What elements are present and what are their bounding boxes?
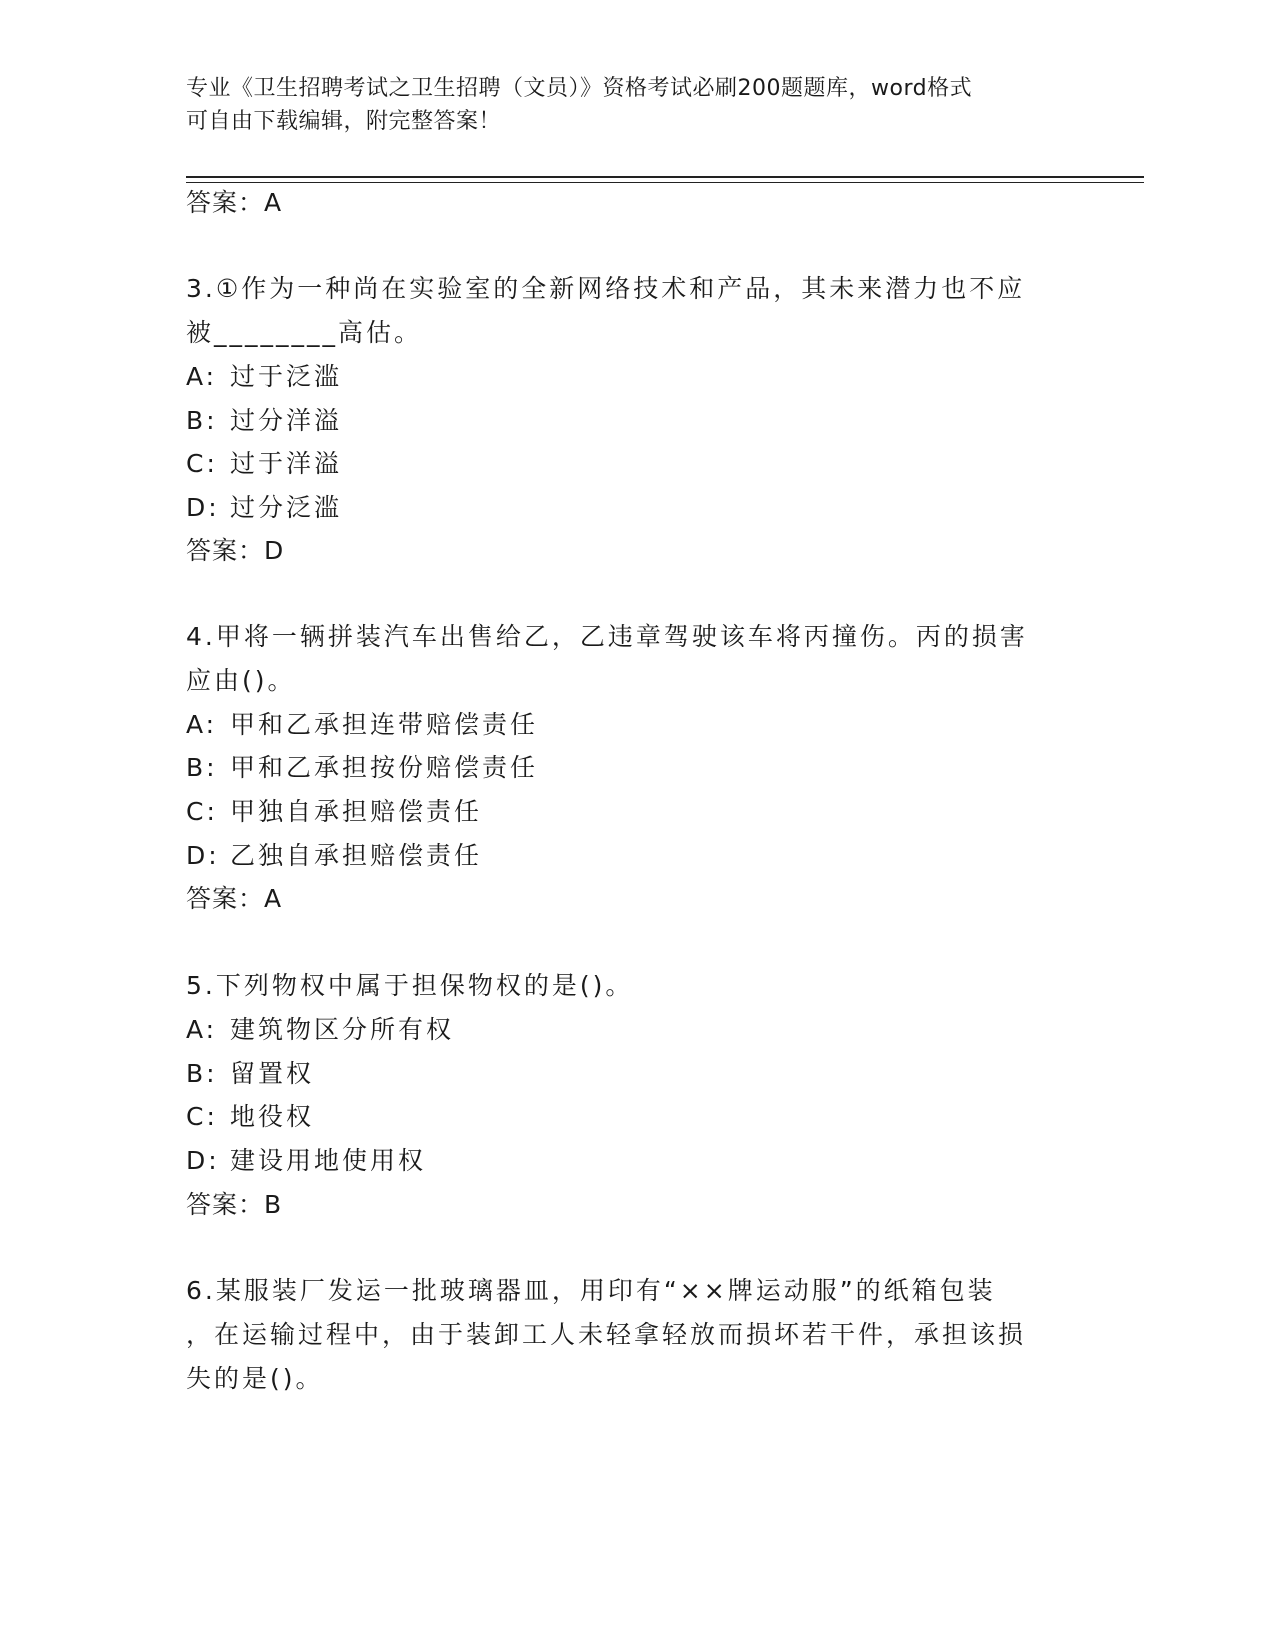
question-3-option-b	[186, 404, 342, 438]
question-3-option-d	[186, 491, 342, 525]
question-4-stem-line-1: 4.甲将一辆拼装汽车出售给乙，乙违章驾驶该车将丙撞伤。丙的损害	[186, 622, 1028, 651]
question-4-option-b	[186, 751, 538, 785]
option-key: A:	[186, 710, 218, 739]
question-4-answer: 答案：A	[186, 884, 283, 913]
question-5-option-d	[186, 1144, 426, 1178]
header-rule-thick	[186, 176, 1144, 178]
question-3-answer: 答案：D	[186, 536, 285, 565]
option-key: D:	[186, 841, 220, 870]
option-text: 甲和乙承担按份赔偿责任	[230, 753, 539, 782]
option-key: B:	[186, 406, 218, 435]
question-3-option-a	[186, 360, 342, 394]
option-text: 乙独自承担赔偿责任	[230, 841, 483, 870]
option-key: C:	[186, 449, 218, 478]
question-5-answer: 答案：B	[186, 1190, 283, 1219]
question-6-stem-line-1: 6.某服装厂发运一批玻璃器皿，用印有“××牌运动服”的纸箱包装	[186, 1276, 996, 1305]
question-3-option-c	[186, 447, 342, 481]
option-key: C:	[186, 797, 218, 826]
question-6-stem-line-3: 失的是()。	[186, 1364, 324, 1393]
question-4-stem-line-2: 应由()。	[186, 666, 296, 695]
question-6-stem-line-2: ，在运输过程中，由于装卸工人未轻拿轻放而损坏若干件，承担该损	[186, 1320, 1027, 1349]
option-key: D:	[186, 493, 220, 522]
header-line-1: 专业《卫生招聘考试之卫生招聘（文员）》资格考试必刷200题题库，word格式	[186, 76, 973, 101]
question-3-stem-line-2: 被________高估。	[186, 318, 423, 347]
option-key: A:	[186, 1015, 218, 1044]
option-key: B:	[186, 753, 218, 782]
question-4-option-c	[186, 795, 482, 829]
option-text: 建筑物区分所有权	[230, 1015, 455, 1044]
question-4-option-d	[186, 839, 482, 873]
option-text: 建设用地使用权	[230, 1146, 427, 1175]
option-text: 甲独自承担赔偿责任	[230, 797, 483, 826]
header-rule-thin	[186, 182, 1144, 183]
option-text: 过分泛滥	[230, 493, 343, 522]
option-text: 过分洋溢	[230, 406, 343, 435]
option-key: D:	[186, 1146, 220, 1175]
option-text: 过于泛滥	[230, 362, 343, 391]
question-5-stem-line-1: 5.下列物权中属于担保物权的是()。	[186, 971, 634, 1000]
option-text: 留置权	[230, 1059, 315, 1088]
question-3-stem-line-1: 3.①作为一种尚在实验室的全新网络技术和产品，其未来潜力也不应	[186, 274, 1026, 303]
question-4-option-a	[186, 708, 538, 742]
header-line-2: 可自由下载编辑，附完整答案！	[186, 109, 502, 134]
previous-answer: 答案：A	[186, 188, 283, 217]
option-key: B:	[186, 1059, 218, 1088]
option-text: 甲和乙承担连带赔偿责任	[230, 710, 539, 739]
option-key: A:	[186, 362, 218, 391]
option-text: 地役权	[230, 1102, 315, 1131]
question-5-option-b	[186, 1057, 314, 1091]
document-header	[186, 72, 1066, 138]
question-5-option-a	[186, 1013, 454, 1047]
option-key: C:	[186, 1102, 218, 1131]
question-5-option-c	[186, 1100, 314, 1134]
option-text: 过于洋溢	[230, 449, 343, 478]
